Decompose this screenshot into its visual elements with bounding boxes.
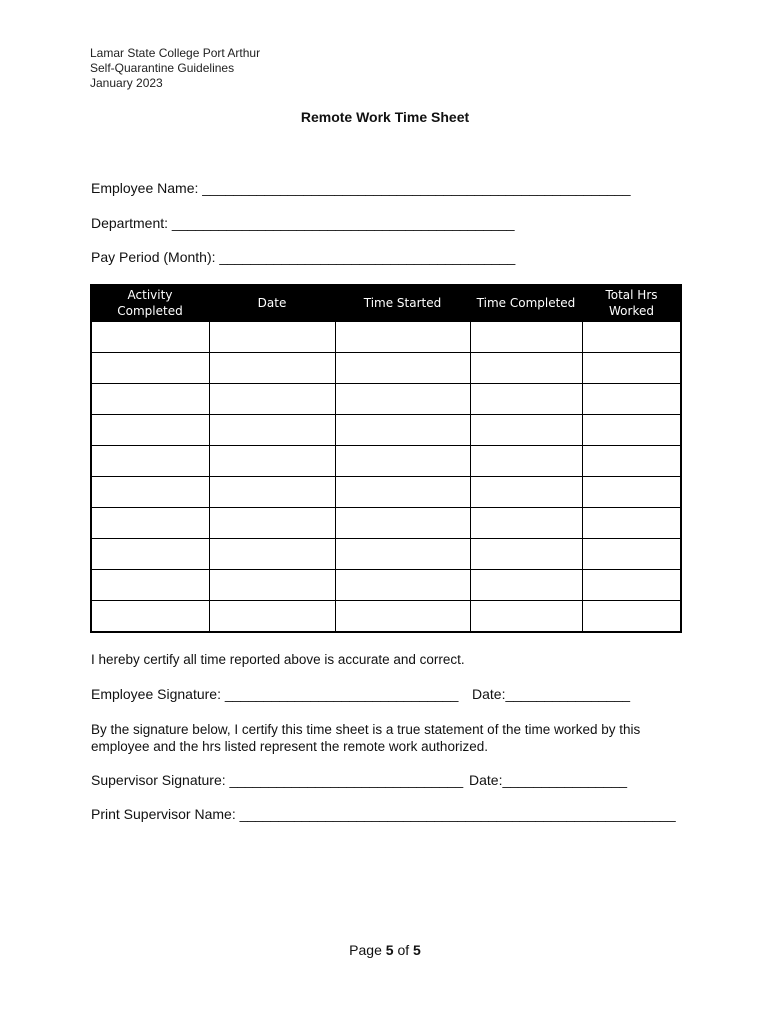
table-row xyxy=(91,353,681,384)
table-cell[interactable] xyxy=(582,570,681,601)
table-cell[interactable] xyxy=(582,321,681,353)
table-cell[interactable] xyxy=(209,384,335,415)
table-cell[interactable] xyxy=(209,446,335,477)
table-cell[interactable] xyxy=(470,415,582,446)
table-cell[interactable] xyxy=(335,353,470,384)
table-cell[interactable] xyxy=(335,570,470,601)
page-title: Remote Work Time Sheet xyxy=(300,109,470,125)
table-cell[interactable] xyxy=(470,384,582,415)
table-cell[interactable] xyxy=(209,570,335,601)
table-body xyxy=(91,321,681,632)
table-cell[interactable] xyxy=(470,477,582,508)
table-cell[interactable] xyxy=(335,446,470,477)
employee-name-field[interactable]: Employee Name: _______________________________________________________ xyxy=(91,180,631,196)
table-cell[interactable] xyxy=(335,415,470,446)
employee-date-field[interactable]: Date:________________ xyxy=(472,686,631,702)
pay-period-field[interactable]: Pay Period (Month): ______________________________________ xyxy=(91,249,516,265)
header-guidelines: Self-Quarantine Guidelines xyxy=(90,61,235,75)
table-cell[interactable] xyxy=(91,353,209,384)
table-cell[interactable] xyxy=(209,415,335,446)
table-row xyxy=(91,539,681,570)
table-row xyxy=(91,477,681,508)
table-cell[interactable] xyxy=(209,477,335,508)
page-number-middle: of xyxy=(393,942,414,958)
table-cell[interactable] xyxy=(582,415,681,446)
table-cell[interactable] xyxy=(470,446,582,477)
table-cell[interactable] xyxy=(582,353,681,384)
table-cell[interactable] xyxy=(209,508,335,539)
page-number-current: 5 xyxy=(385,942,394,958)
header-date: January 2023 xyxy=(90,76,163,90)
certification-text: I hereby certify all time reported above is accurate and correct. xyxy=(91,652,465,667)
table-cell[interactable] xyxy=(335,384,470,415)
department-field[interactable]: Department: ____________________________________________ xyxy=(91,215,515,231)
table-cell[interactable] xyxy=(335,539,470,570)
table-cell[interactable] xyxy=(470,508,582,539)
table-header-row xyxy=(91,285,681,321)
table-cell[interactable] xyxy=(209,321,335,353)
table-row xyxy=(91,415,681,446)
column-header-activity: Activity Completed xyxy=(91,285,209,321)
table-cell[interactable] xyxy=(470,353,582,384)
table-cell[interactable] xyxy=(91,384,209,415)
column-header-date: Date xyxy=(209,285,335,321)
table-row xyxy=(91,384,681,415)
supervisor-signature-field[interactable]: Supervisor Signature: ______________________________ xyxy=(91,772,464,788)
time-sheet-table xyxy=(90,284,682,633)
table-cell[interactable] xyxy=(91,539,209,570)
table-cell[interactable] xyxy=(335,477,470,508)
table-cell[interactable] xyxy=(335,321,470,353)
table-cell[interactable] xyxy=(470,570,582,601)
table-cell[interactable] xyxy=(209,539,335,570)
table-cell[interactable] xyxy=(582,446,681,477)
table-cell[interactable] xyxy=(209,353,335,384)
table-cell[interactable] xyxy=(335,508,470,539)
table-row xyxy=(91,321,681,353)
table-cell[interactable] xyxy=(91,570,209,601)
table-cell[interactable] xyxy=(91,477,209,508)
document-header xyxy=(90,46,260,91)
print-supervisor-name-field[interactable]: Print Supervisor Name: ________________________________________________________ xyxy=(91,806,676,822)
table-cell[interactable] xyxy=(209,601,335,633)
table-cell[interactable] xyxy=(470,539,582,570)
supervisor-signature-line xyxy=(91,772,628,788)
header-institution: Lamar State College Port Arthur xyxy=(90,46,261,60)
employee-signature-field[interactable]: Employee Signature: ______________________________ xyxy=(91,686,459,702)
table-cell[interactable] xyxy=(91,415,209,446)
table-cell[interactable] xyxy=(470,321,582,353)
table-row xyxy=(91,508,681,539)
employee-signature-line xyxy=(91,686,631,702)
table-row xyxy=(91,601,681,633)
table-cell[interactable] xyxy=(582,508,681,539)
table-row xyxy=(91,446,681,477)
table-cell[interactable] xyxy=(582,539,681,570)
table-cell[interactable] xyxy=(470,601,582,633)
table-cell[interactable] xyxy=(582,384,681,415)
table-cell[interactable] xyxy=(582,601,681,633)
table-row xyxy=(91,570,681,601)
table-cell[interactable] xyxy=(91,321,209,353)
table-cell[interactable] xyxy=(335,601,470,633)
supervisor-statement: By the signature below, I certify this time sheet is a true statement of the time worked by this employee and the hrs listed represent the remote work authorized. xyxy=(91,722,641,754)
page-number-prefix: Page xyxy=(349,942,386,958)
table-cell[interactable] xyxy=(91,446,209,477)
column-header-time-completed: Time Completed xyxy=(470,285,582,321)
page-number xyxy=(0,942,770,958)
table-cell[interactable] xyxy=(91,601,209,633)
table-cell[interactable] xyxy=(582,477,681,508)
column-header-total-hrs: Total Hrs Worked xyxy=(582,285,681,321)
page-number-total: 5 xyxy=(413,942,421,958)
column-header-time-started: Time Started xyxy=(335,285,470,321)
supervisor-date-field[interactable]: Date:________________ xyxy=(469,772,628,788)
table-cell[interactable] xyxy=(91,508,209,539)
